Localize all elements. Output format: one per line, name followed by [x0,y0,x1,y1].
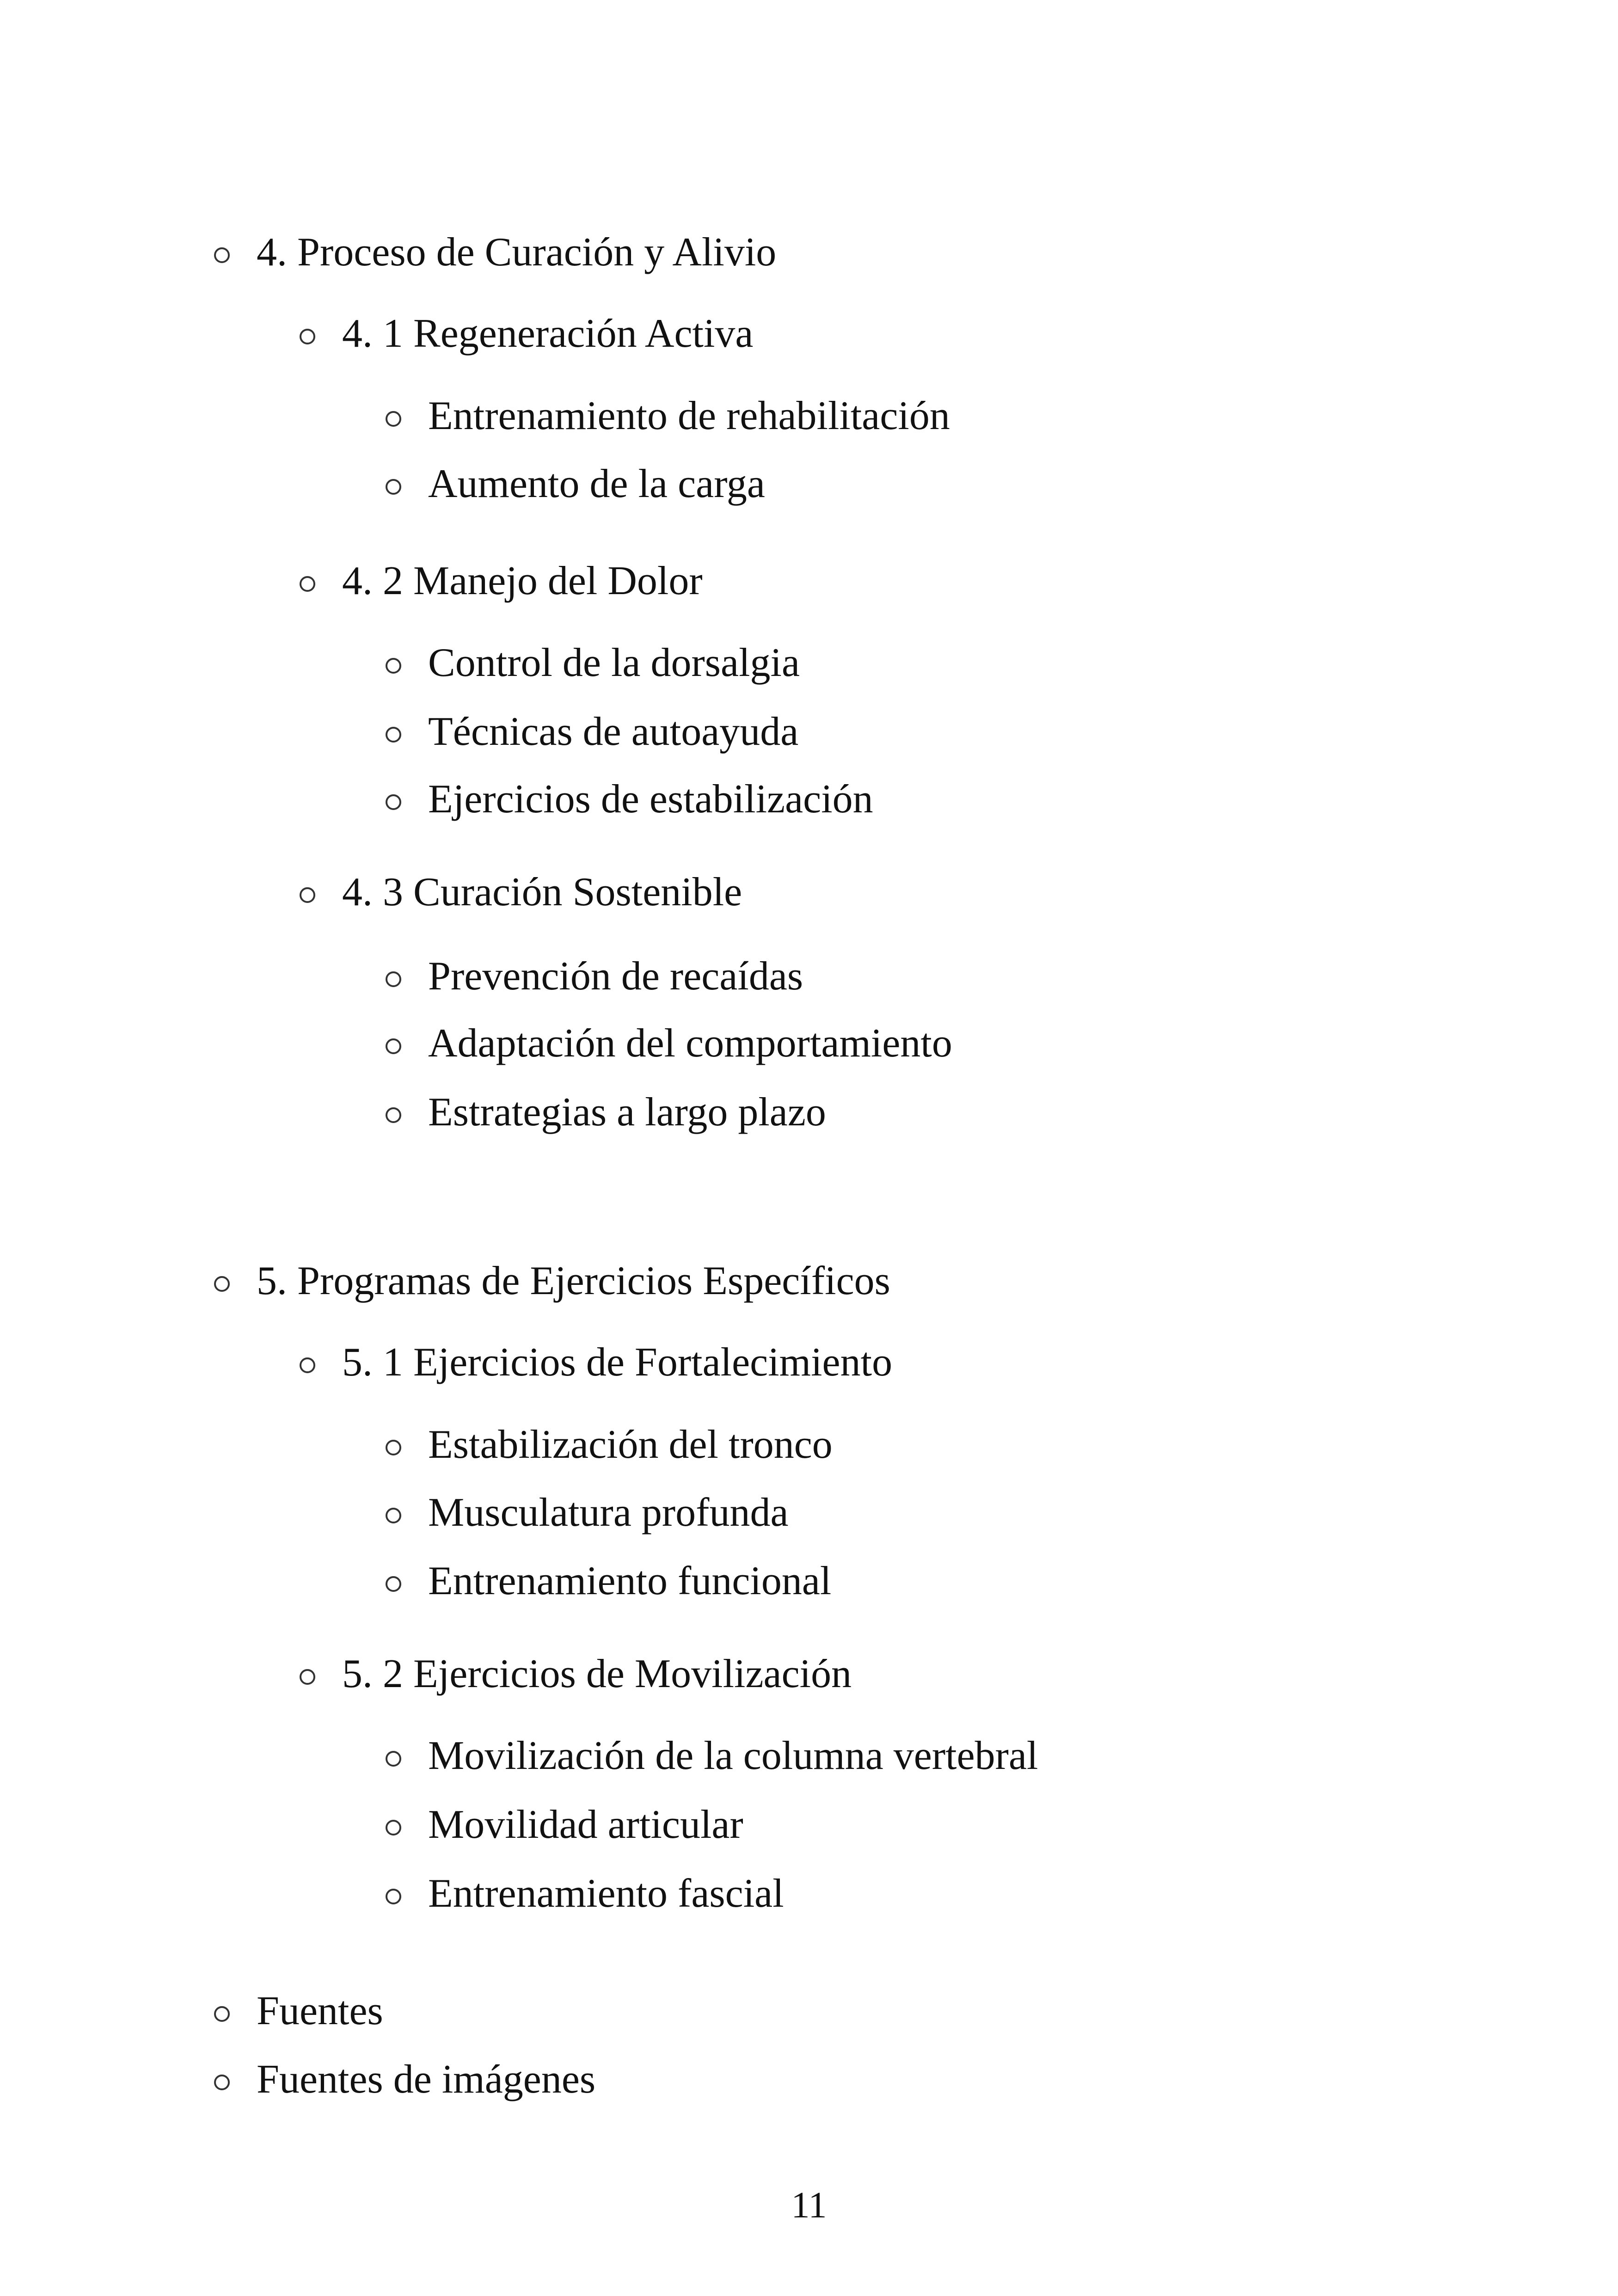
outline-item [428,779,873,820]
outline-item-section-5-1 [342,1342,892,1383]
outline-item-section-4-1 [342,313,753,354]
hollow-circle-bullet-icon [214,2006,230,2022]
outline-item [428,461,765,506]
outline-item [428,1802,743,1847]
outline-item-label: Fuentes de imágenes [257,2057,596,2102]
outline-item [428,956,803,997]
outline-item [428,1873,784,1914]
outline-item-label: Técnicas de autoayuda [428,709,799,754]
outline-item [428,393,950,438]
outline-item-label: 4. 1 Regeneración Activa [342,311,754,356]
outline-item-section-4 [257,232,776,273]
outline-item-label: Estabilización del tronco [428,1422,833,1467]
outline-item-label: 4. 3 Curación Sostenible [342,870,742,915]
outline-item [428,1023,952,1064]
outline-item-label: Prevención de recaídas [428,954,803,999]
hollow-circle-bullet-icon [386,479,401,495]
hollow-circle-bullet-icon [386,1576,401,1592]
hollow-circle-bullet-icon [300,1669,315,1685]
hollow-circle-bullet-icon [300,1357,315,1373]
outline-item-sources [257,1991,383,2032]
outline-item-label: 5. Programas de Ejercicios Específicos [257,1259,890,1303]
hollow-circle-bullet-icon [300,576,315,592]
outline-item-label: Entrenamiento fascial [428,1871,784,1916]
hollow-circle-bullet-icon [214,1276,230,1292]
hollow-circle-bullet-icon [386,658,401,674]
hollow-circle-bullet-icon [386,794,401,810]
outline-item-section-4-3 [342,872,742,913]
hollow-circle-bullet-icon [386,1751,401,1767]
outline-item-label: 4. Proceso de Curación y Alivio [257,230,777,275]
outline-item [428,1561,831,1602]
hollow-circle-bullet-icon [214,2075,230,2090]
outline-item [428,1733,1038,1778]
outline-item-label: Movilidad articular [428,1802,743,1847]
outline-item-label: 4. 2 Manejo del Dolor [342,559,703,603]
hollow-circle-bullet-icon [386,727,401,743]
hollow-circle-bullet-icon [386,411,401,427]
outline-item-image-sources [257,2059,595,2100]
outline-item-section-5-2 [342,1651,852,1696]
outline-item-label: Fuentes [257,1989,383,2033]
outline-item-label: Musculatura profunda [428,1490,789,1535]
outline-item-section-5 [257,1261,890,1301]
hollow-circle-bullet-icon [386,1440,401,1455]
outline-item [428,1424,833,1465]
outline-item-label: 5. 1 Ejercicios de Fortalecimiento [342,1340,893,1385]
page-number: 11 [791,2185,827,2226]
outline-item-label: Movilización de la columna vertebral [428,1733,1038,1778]
hollow-circle-bullet-icon [386,1508,401,1523]
hollow-circle-bullet-icon [300,887,315,903]
hollow-circle-bullet-icon [214,247,230,263]
outline-item-label: Entrenamiento de rehabilitación [428,393,950,438]
hollow-circle-bullet-icon [386,1107,401,1123]
hollow-circle-bullet-icon [386,1889,401,1904]
outline-item-label: Adaptación del comportamiento [428,1021,952,1066]
hollow-circle-bullet-icon [386,1038,401,1054]
outline-item [428,1492,789,1533]
outline-item [428,640,800,685]
outline-item-label: Estrategias a largo plazo [428,1090,826,1135]
hollow-circle-bullet-icon [386,971,401,987]
outline-item-label: 5. 2 Ejercicios de Movilización [342,1651,852,1696]
outline-item-label: Ejercicios de estabilización [428,777,873,822]
hollow-circle-bullet-icon [386,1820,401,1836]
outline-item-label: Control de la dorsalgia [428,640,800,685]
hollow-circle-bullet-icon [300,329,315,344]
outline-item [428,709,799,754]
outline-item-label: Entrenamiento funcional [428,1559,832,1603]
outline-item [428,1092,826,1133]
outline-item-label: Aumento de la carga [428,461,765,506]
outline-item-section-4-2 [342,561,703,602]
